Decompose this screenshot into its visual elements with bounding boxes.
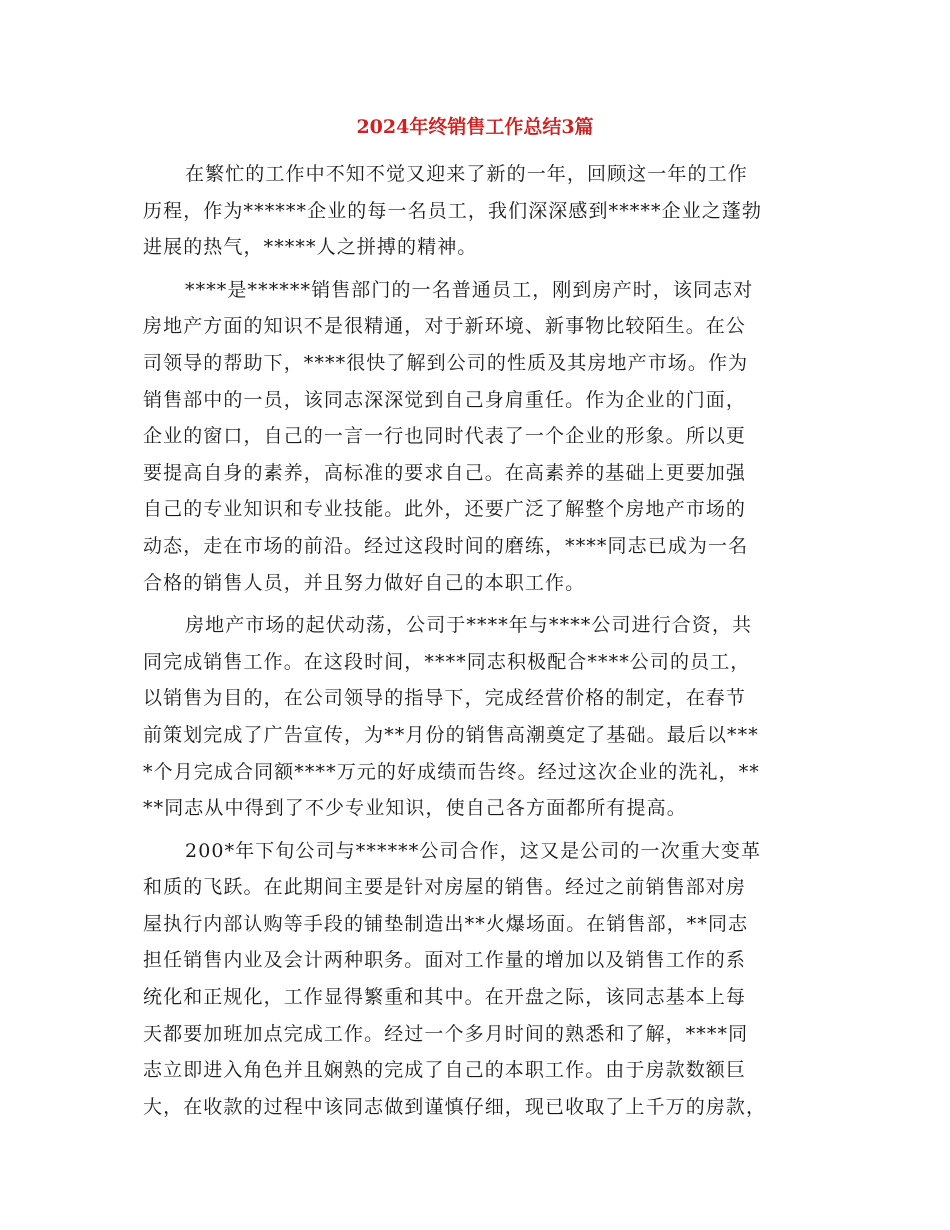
paragraph-line: 200*年下旬公司与******公司合作，这又是公司的一次重大变革	[185, 839, 762, 862]
paragraph-line: 自己的专业知识和专业技能。此外，还要广泛了解整个房地产市场的	[143, 498, 747, 521]
paragraph-line: 在繁忙的工作中不知不觉又迎来了新的一年，回顾这一年的工作	[185, 163, 748, 185]
paragraph-line: 屋执行内部认购等手段的铺垫制造出**火爆场面。在销售部，**同志	[143, 912, 749, 935]
paragraph-line: 要提高自身的素养，高标准的要求自己。在高素养的基础上更要加强	[143, 461, 747, 484]
paragraph-line: 司领导的帮助下，****很快了解到公司的性质及其房地产市场。作为	[143, 351, 749, 374]
paragraph-line: 和质的飞跃。在此期间主要是针对房屋的销售。经过之前销售部对房	[143, 876, 747, 899]
document-body	[143, 156, 807, 1131]
paragraph-line: 进展的热气，*****人之拼搏的精神。	[143, 236, 478, 259]
paragraph-line: 动态，走在市场的前沿。经过这段时间的磨练，****同志已成为一名	[143, 534, 749, 557]
paragraph-line: 大，在收款的过程中该同志做到谨慎仔细，现已收取了上千万的房款，	[143, 1095, 767, 1118]
paragraph-line: 历程，作为******企业的每一名员工，我们深深感到*****企业之蓬勃	[143, 199, 763, 222]
paragraph-line: 以销售为目的，在公司领导的指导下，完成经营价格的制定，在春节	[143, 687, 747, 710]
paragraph-1	[143, 156, 807, 266]
paragraph-line: *个月完成合同额****万元的好成绩而告终。经过这次企业的洗礼，**	[143, 760, 760, 783]
paragraph-line: 同完成销售工作。在这段时间，****同志积极配合****公司的员工，	[143, 650, 751, 673]
paragraph-line: 企业的窗口，自己的一言一行也同时代表了一个企业的形象。所以更	[143, 425, 747, 448]
paragraph-line: 天都要加班加点完成工作。经过一个多月时间的熟悉和了解，****同	[143, 1022, 749, 1045]
paragraph-line: 志立即进入角色并且娴熟的完成了自己的本职工作。由于房款数额巨	[143, 1059, 747, 1082]
paragraph-line: **同志从中得到了不少专业知识，使自己各方面都所有提高。	[143, 797, 687, 820]
paragraph-3	[143, 607, 807, 827]
paragraph-line: 销售部中的一员，该同志深深觉到自己身肩重任。作为企业的门面，	[143, 388, 747, 411]
document-title: 2024年终销售工作总结3篇	[356, 116, 594, 138]
paragraph-line: 统化和正规化，工作显得繁重和其中。在开盘之际，该同志基本上每	[143, 986, 747, 1009]
paragraph-2	[143, 272, 807, 601]
paragraph-line: 前策划完成了广告宣传，为**月份的销售高潮奠定了基础。最后以***	[143, 723, 759, 746]
paragraph-line: ****是******销售部门的一名普通员工，刚到房产时，该同志对	[185, 278, 754, 301]
paragraph-4	[143, 833, 807, 1126]
paragraph-line: 合格的销售人员，并且努力做好自己的本职工作。	[143, 571, 586, 594]
paragraph-line: 房地产方面的知识不是很精通，对于新环境、新事物比较陌生。在公	[143, 315, 747, 338]
paragraph-line: 担任销售内业及会计两种职务。面对工作量的增加以及销售工作的系	[143, 949, 747, 972]
paragraph-line: 房地产市场的起伏动荡，公司于****年与****公司进行合资，共	[185, 614, 753, 637]
